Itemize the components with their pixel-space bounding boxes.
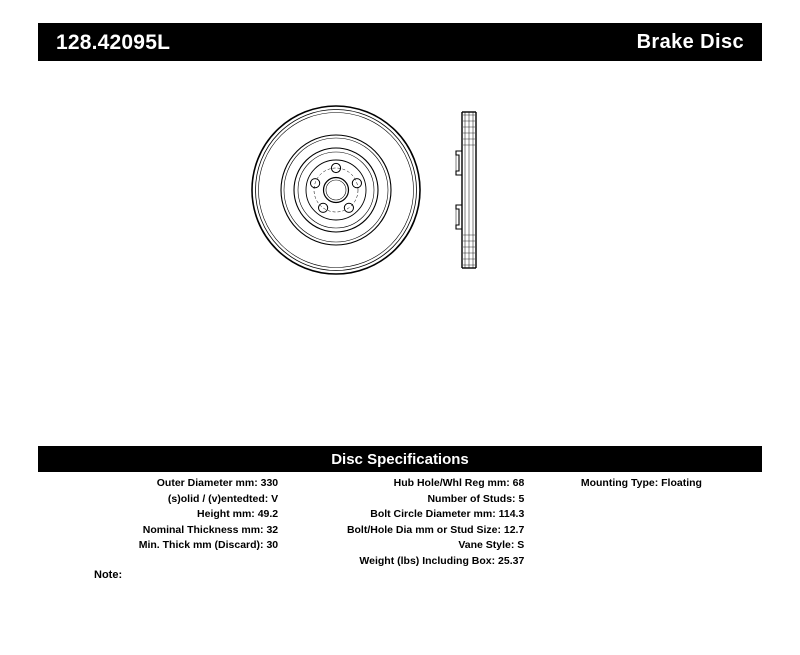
spec-item: Vane Style: S <box>458 539 525 551</box>
spec-item: Height mm: 49.2 <box>197 508 279 520</box>
product-type-label: Brake Disc <box>636 31 744 53</box>
spec-column-left <box>38 476 284 569</box>
rotor-front-view <box>252 106 420 274</box>
rotor-cross-section-view <box>456 112 476 268</box>
part-number: 128.42095L <box>56 30 171 54</box>
technical-drawing <box>250 95 570 285</box>
spec-item: Hub Hole/Whl Reg mm: 68 <box>393 477 525 489</box>
note-row <box>38 569 762 581</box>
spec-item: Outer Diameter mm: 330 <box>156 477 279 489</box>
spec-item: Nominal Thickness mm: 32 <box>142 523 279 536</box>
spec-title-bar <box>38 446 762 472</box>
note-label: Note: <box>94 569 123 581</box>
spec-column-middle <box>284 476 530 569</box>
spec-item: Mounting Type: Floating <box>580 477 702 489</box>
spec-title: Disc Specifications <box>331 450 469 468</box>
spec-item: (s)olid / (v)entedted: V <box>167 492 279 505</box>
rotor-drawing-svg <box>250 95 570 285</box>
spec-item: Bolt Circle Diameter mm: 114.3 <box>370 508 525 520</box>
spec-item: Min. Thick mm (Discard): 30 <box>138 539 279 551</box>
header-bar <box>38 23 762 61</box>
spec-item: Bolt/Hole Dia mm or Stud Size: 12.7 <box>346 523 525 536</box>
spec-column-right <box>530 476 762 569</box>
spec-item: Weight (lbs) Including Box: 25.37 <box>359 554 525 567</box>
spec-item: Number of Studs: 5 <box>427 492 525 505</box>
spec-columns <box>38 476 762 569</box>
